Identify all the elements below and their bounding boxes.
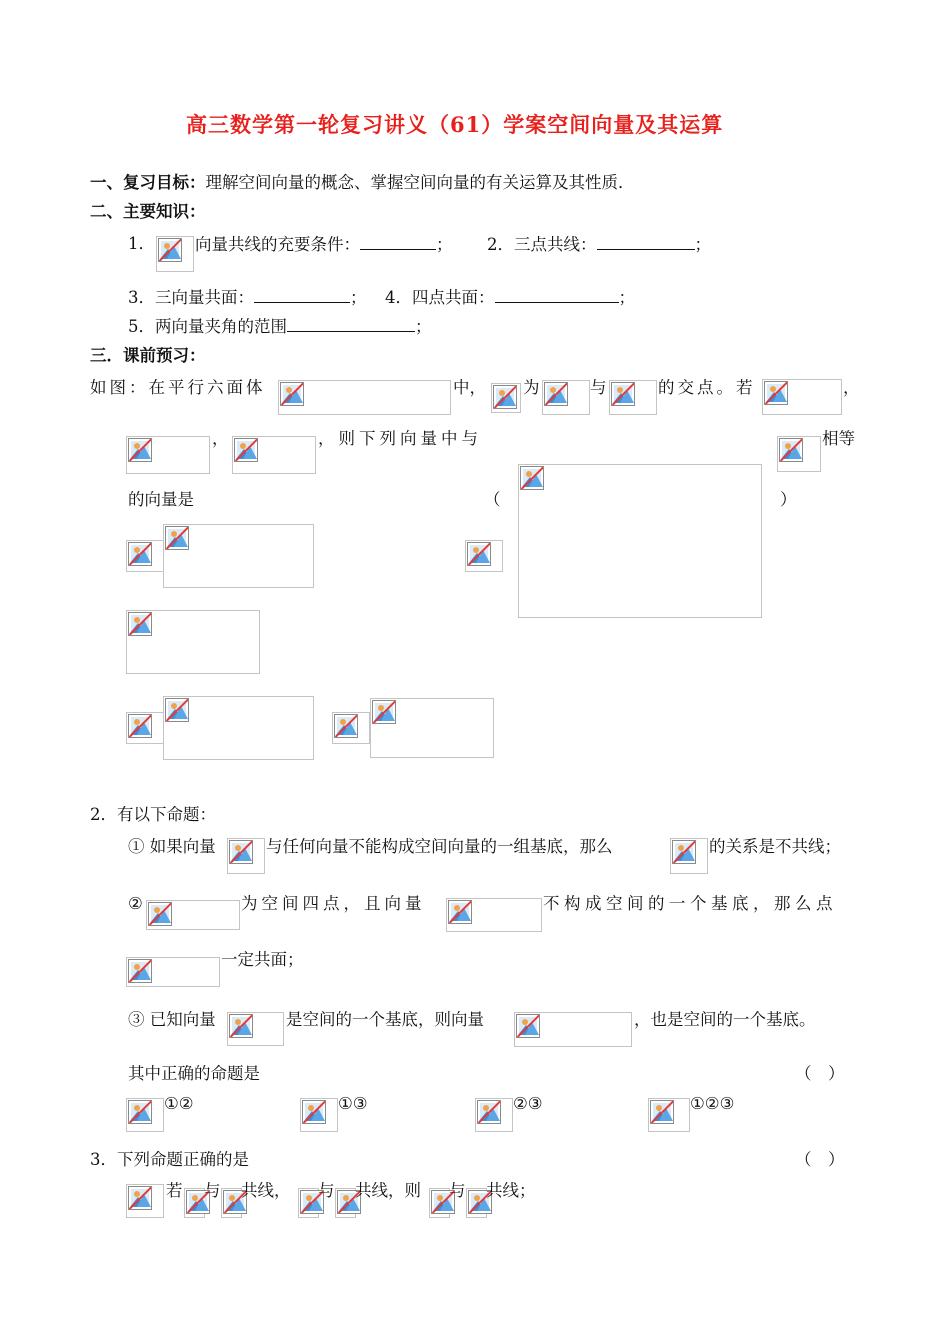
- p1-text: ，: [212, 429, 229, 448]
- broken-image-icon: [165, 526, 189, 550]
- page-title: 高三数学第一轮复习讲义（61）学案空间向量及其运算: [186, 112, 724, 137]
- broken-image-icon: [229, 840, 253, 864]
- option-b-text: ①③: [338, 1094, 368, 1113]
- answer-blank[interactable]: [287, 315, 415, 332]
- broken-image-icon: [477, 1100, 501, 1124]
- formula-image: [670, 838, 708, 874]
- knowledge-item-4: [385, 286, 635, 309]
- formula-image: [278, 380, 451, 415]
- knowledge-item-1: [195, 233, 453, 256]
- formula-image: [609, 380, 657, 415]
- parallelepiped-figure: [518, 464, 762, 618]
- broken-image-icon: [128, 542, 152, 566]
- option-c-label-image[interactable]: [475, 1098, 513, 1132]
- knowledge-item-1-num: 1．: [128, 234, 155, 253]
- broken-image-icon: [672, 840, 696, 864]
- formula-image: [184, 1188, 205, 1218]
- p2-text: 为空间四点，且向量: [241, 894, 426, 913]
- broken-image-icon: [158, 238, 182, 262]
- broken-image-icon: [372, 700, 396, 724]
- option-formula-image: [163, 524, 314, 588]
- answer-blank[interactable]: [495, 286, 619, 303]
- formula-image: [335, 1188, 356, 1218]
- knowledge-item-5: [128, 315, 432, 338]
- formula-image: [126, 957, 220, 987]
- formula-image: [126, 436, 210, 474]
- option-formula-image: [163, 696, 314, 760]
- answer-paren-open: （: [484, 490, 501, 509]
- p3-text: 若: [166, 1181, 183, 1200]
- knowledge-item-1-label: 向量共线的充要条件：: [195, 235, 360, 254]
- answer-paren: （ ）: [795, 1064, 845, 1083]
- broken-image-icon: [128, 612, 152, 636]
- knowledge-item-5-label: 5．两向量夹角的范围: [128, 317, 287, 336]
- broken-image-icon: [611, 382, 635, 406]
- option-label-image[interactable]: [465, 540, 503, 572]
- knowledge-item-4-label: 4．四点共面：: [385, 288, 495, 307]
- answer-blank[interactable]: [597, 233, 695, 250]
- punct: ；: [350, 288, 367, 307]
- broken-image-icon: [128, 1186, 152, 1210]
- broken-image-icon: [128, 714, 152, 738]
- p2-text: 不构成空间的一个基底，那么点: [543, 894, 837, 913]
- option-a-text: ①②: [164, 1094, 194, 1113]
- broken-image-icon: [229, 1014, 253, 1038]
- broken-image-icon: [467, 542, 491, 566]
- formula-image: [232, 436, 316, 474]
- option-label-image[interactable]: [126, 540, 164, 572]
- broken-image-icon: [165, 698, 189, 722]
- p2-text: 一定共面；: [221, 950, 304, 969]
- option-a-label-image[interactable]: [126, 1098, 164, 1132]
- answer-blank[interactable]: [360, 233, 436, 250]
- formula-image: [227, 1012, 284, 1046]
- answer-paren: （ ）: [795, 1150, 845, 1169]
- broken-image-icon: [448, 900, 472, 924]
- p1-text: ，: [843, 378, 860, 397]
- p3-text: 共线，: [241, 1181, 291, 1200]
- problem-2-heading: 2．有以下命题：: [90, 805, 216, 824]
- p1-text: 的向量是: [128, 490, 194, 509]
- knowledge-item-3: [128, 286, 367, 309]
- option-d-label-image[interactable]: [648, 1098, 690, 1132]
- broken-image-icon: [234, 438, 258, 462]
- formula-image: [491, 383, 521, 413]
- formula-image: [446, 898, 542, 932]
- p3-text: 共线；: [486, 1181, 536, 1200]
- option-formula-image: [370, 698, 494, 758]
- p2-text: ① 如果向量: [128, 837, 216, 856]
- p1-text: 相等: [822, 429, 855, 448]
- answer-paren-close: ）: [780, 490, 797, 509]
- p1-text: 的交点。若: [658, 378, 756, 397]
- broken-image-icon: [650, 1100, 674, 1124]
- knowledge-item-2-label: 2．三点共线：: [487, 235, 597, 254]
- knowledge-item-2: [487, 233, 711, 256]
- formula-image: [514, 1012, 632, 1047]
- punct: ；: [415, 317, 432, 336]
- broken-image-icon: [544, 382, 568, 406]
- p2-text: 与任何向量不能构成空间向量的一组基底，那么: [266, 837, 613, 856]
- punct: ；: [436, 235, 453, 254]
- option-label-image[interactable]: [332, 712, 370, 744]
- broken-image-icon: [334, 714, 358, 738]
- p2-text: 是空间的一个基底，则向量: [286, 1010, 484, 1029]
- goal-text: 理解空间向量的概念、掌握空间向量的有关运算及其性质．: [205, 173, 635, 192]
- p3-text: 与: [318, 1181, 335, 1200]
- formula-image: [298, 1188, 319, 1218]
- formula-image: [221, 1188, 242, 1218]
- goal-line: [90, 172, 635, 194]
- formula-image: [146, 900, 240, 930]
- broken-image-icon: [779, 438, 803, 462]
- broken-image-icon: [493, 385, 517, 409]
- option-formula-image: [126, 610, 260, 674]
- answer-blank[interactable]: [254, 286, 350, 303]
- broken-image-icon: [128, 959, 152, 983]
- p2-text: ，也是空间的一个基底。: [634, 1010, 816, 1029]
- formula-image: [777, 436, 821, 472]
- broken-image-icon: [516, 1014, 540, 1038]
- broken-image-icon: [302, 1100, 326, 1124]
- p3-text: 共线，则: [355, 1181, 421, 1200]
- option-label-image[interactable]: [126, 712, 164, 744]
- p1-text: 与: [590, 378, 607, 397]
- p3-text: 与: [204, 1181, 221, 1200]
- broken-image-icon: [764, 381, 788, 405]
- p3-text: 与: [449, 1181, 466, 1200]
- broken-image-icon: [520, 466, 544, 490]
- broken-image-icon: [280, 382, 304, 406]
- option-b-label-image[interactable]: [300, 1098, 338, 1132]
- p2-question: 其中正确的命题是: [128, 1064, 260, 1083]
- knowledge-item-3-label: 3．三向量共面：: [128, 288, 254, 307]
- broken-image-icon: [128, 1100, 152, 1124]
- option-d-text: ①②③: [690, 1094, 735, 1113]
- p2-text: ②: [128, 894, 143, 913]
- option-c-text: ②③: [513, 1094, 543, 1113]
- p1-text: 为: [523, 378, 540, 397]
- section-heading-preview: 三．课前预习：: [90, 346, 206, 365]
- formula-image: [466, 1188, 487, 1218]
- punct: ；: [694, 235, 711, 254]
- punct: ；: [618, 288, 635, 307]
- broken-image-icon: [128, 438, 152, 462]
- option-a-label-image[interactable]: [126, 1184, 164, 1218]
- section-heading-knowledge: 二、主要知识：: [90, 202, 206, 221]
- formula-image: [429, 1188, 450, 1218]
- formula-image: [227, 838, 265, 874]
- broken-image-icon: [148, 902, 172, 926]
- section-heading-goals: 一、复习目标：: [90, 173, 206, 192]
- formula-image: [542, 380, 590, 415]
- formula-image: [762, 379, 842, 415]
- p2-text: ③ 已知向量: [128, 1010, 216, 1029]
- p1-text: ，则下列向量中与: [318, 429, 482, 448]
- problem-3-heading: 3．下列命题正确的是: [90, 1150, 249, 1169]
- formula-image: [156, 236, 194, 272]
- p2-text: 的关系是不共线；: [709, 837, 841, 856]
- p1-text: 中，: [453, 378, 486, 397]
- p1-text: 如图：在平行六面体: [90, 378, 266, 397]
